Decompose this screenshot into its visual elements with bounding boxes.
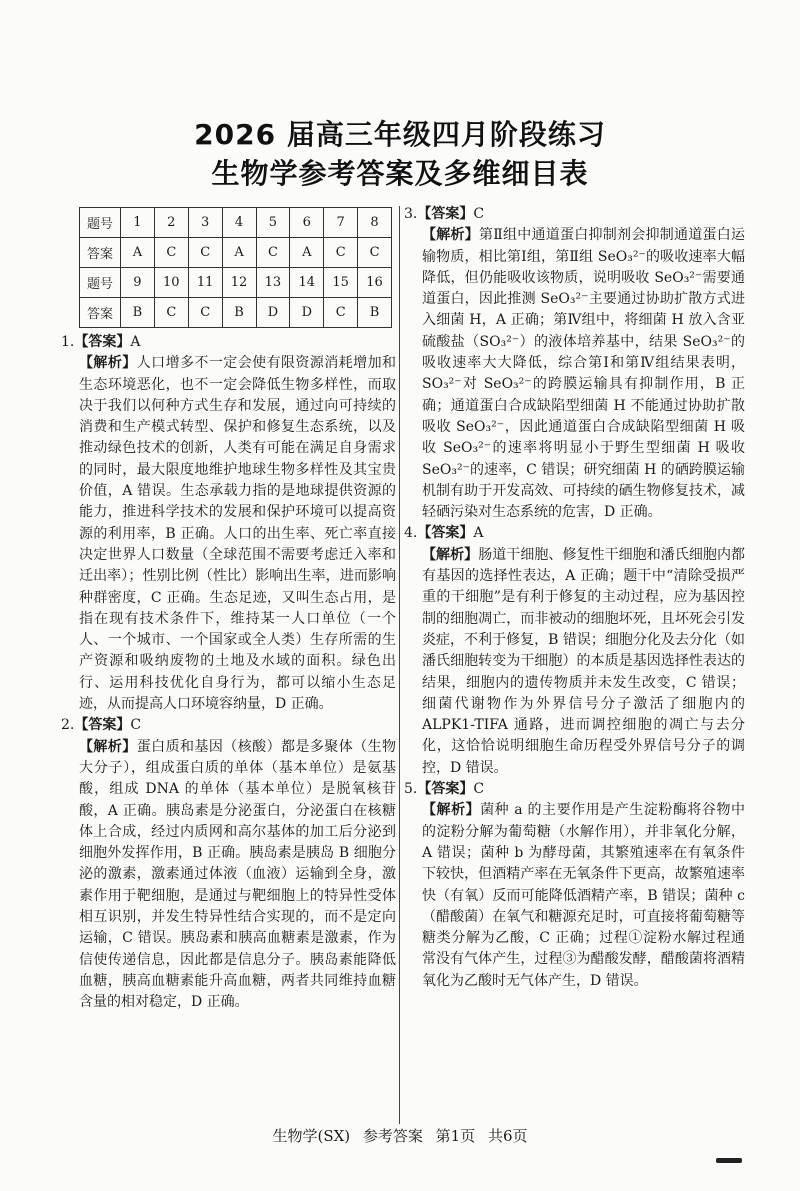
table-cell: 12 (222, 268, 256, 298)
answer-tag: 【答案】 (417, 206, 474, 222)
answer-tag: 【答案】 (417, 781, 474, 798)
table-cell: 13 (256, 268, 290, 298)
corner-mark (716, 1158, 742, 1163)
answer-line (61, 715, 396, 736)
page-subtitle: 生物学参考答案及多维细目表 (211, 157, 589, 190)
table-cell: 6 (290, 208, 324, 238)
table-cell: B (222, 298, 256, 328)
page-title: 2026 届高三年级四月阶段练习 (194, 118, 606, 151)
answer-value: A (130, 334, 141, 350)
question-5 (404, 779, 745, 992)
table-header-cell: 题号 (80, 268, 121, 298)
answer-table (79, 207, 392, 328)
explanation-text: 蛋白质和基因（核酸）都是多聚体（生物大分子），组成蛋白质的单体（基本单位）是氨基酸，组成 DNA 的单体（基本单位）是脱氧核苷酸，A 正确。胰岛素是分泌蛋白，分泌蛋白在核糖体上合成，经过内质网和高尔基体的加工后分泌到细胞外发挥作用，B 正确。胰岛素是胰岛 B 细胞分泌的激素，激素通过体液（血液）运输到全身，激素作用于靶细胞，是通过与靶细胞上的特异性受体相互识别，并发生特异性结合实现的，而不是定向运输，C 错误。胰岛素和胰高血糖素是激素，作为信使传递信息，因此都是信息分子。胰岛素能降低血糖，胰高血糖素能升高血糖，两者共同维持血糖含量的相对稳定，D 正确。 (79, 738, 397, 1011)
table-cell: C (154, 238, 188, 268)
answer-value: C (473, 781, 485, 798)
answer-tag: 【答案】 (74, 717, 131, 734)
answer-line (61, 332, 396, 353)
question-number: 4. (404, 525, 418, 542)
table-cell: 2 (154, 208, 188, 238)
explanation-text: 人口增多不一定会使有限资源消耗增加和生态环境恶化，也不一定会降低生物多样性，而取决于我们以何种方式生存和发展，通过向可持续的消费和生产模式转型、保护和修复生态系统，以及推动绿色技术的创新，人类有可能在满足自身需求的同时，最大限度地维护地球生物多样性及其宝贵价值，A 错误。生态承载力指的是地球提供资源的能力，推进科学技术的发展和保护环境可以提高资源的利用率，B 正确。人口的出生率、死亡率直接决定世界人口数量（全球范围不需要考虑迁入率和迁出率）；性别比例（性比）影响出生率，进而影响种群密度，C 正确。生态足迹，又叫生态占用，是指在现有技术条件下，维持某一人口单位（一个人、一个城市、一个国家或全人类）生存所需的生产资源和吸纳废物的土地及水域的面积。绿色出行、运用科技优化自身行为，都可以缩小生态足迹，从而提高人口环境容纳量，D 正确。 (79, 355, 397, 713)
explanation (61, 353, 396, 715)
explanation-tag: 【解析】 (422, 546, 479, 563)
explanation-text: 肠道干细胞、修复性干细胞和潘氏细胞内都有基因的选择性表达，A 正确；题干中“清除受损严重的干细胞”是有利于修复的主动过程，应为基因控制的细胞凋亡，而非被动的细胞坏死，且坏死会引发炎症，不利于修复，B 错误；细胞分化及去分化（如潘氏细胞转变为干细胞）的本质是基因选择性表达的结果，细胞内的遗传物质并未发生改变，C 错误；细菌代谢物作为外界信号分子激活了细胞内的 ALPK1-TIFA 通路，进而调控细胞的凋亡与去分化，这恰恰说明细胞生命历程受外界信号分子的调控，D 错误。 (422, 546, 746, 776)
explanation (404, 800, 745, 992)
left-column (61, 332, 396, 1014)
table-cell: 10 (154, 268, 188, 298)
table-cell: 8 (358, 208, 392, 238)
answer-line (404, 523, 745, 544)
table-cell: C (188, 238, 222, 268)
table-cell: A (290, 238, 324, 268)
table-cell: C (188, 298, 222, 328)
explanation-tag: 【解析】 (422, 227, 479, 244)
question-number: 1. (61, 334, 75, 350)
table-cell: D (290, 298, 324, 328)
question-2 (61, 715, 396, 1013)
question-3 (404, 204, 745, 523)
page-footer: 生物学(SX) 参考答案 第1页 共6页 (272, 1127, 528, 1145)
table-cell: D (256, 298, 290, 328)
table-cell: A (121, 238, 155, 268)
answer-tag: 【答案】 (74, 334, 131, 350)
table-cell: C (154, 298, 188, 328)
answer-value: C (473, 206, 485, 222)
table-header-cell: 题号 (80, 208, 121, 238)
answer-value: A (473, 525, 484, 542)
table-cell: 15 (324, 268, 358, 298)
question-number: 3. (404, 206, 418, 222)
answer-value: C (130, 717, 142, 734)
right-column (404, 204, 745, 992)
table-cell: C (324, 298, 358, 328)
table-row (80, 298, 392, 328)
table-cell: B (121, 298, 155, 328)
table-cell: 11 (188, 268, 222, 298)
table-cell: 4 (222, 208, 256, 238)
table-cell: 16 (358, 268, 392, 298)
explanation (404, 545, 745, 779)
answer-line (404, 204, 745, 225)
table-cell: 14 (290, 268, 324, 298)
explanation-tag: 【解析】 (79, 738, 137, 755)
explanation-text: 第Ⅱ组中通道蛋白抑制剂会抑制通道蛋白运输物质，相比第Ⅰ组，第Ⅱ组 SeO₃²⁻的吸收速率大幅降低，但仍能吸收该物质，说明吸收 SeO₃²⁻需要通道蛋白，因此推测 SeO₃²⁻主要通过协助扩散方式进入细菌 H，A 正确；第Ⅳ组中，将细菌 H 放入含亚硫酸盐（SO₃²⁻）的液体培养基中，结果 SeO₃²⁻的吸收速率大大降低，综合第Ⅰ和第Ⅳ组结果表明，SO₃²⁻对 SeO₃²⁻的跨膜运输具有抑制作用，B 正确；通道蛋白合成缺陷型细菌 H 不能通过协助扩散吸收 SeO₃²⁻，因此通道蛋白合成缺陷型细菌 H 吸收 SeO₃²⁻的速率将明显小于野生型细菌 H 吸收 SeO₃²⁻的速率，C 错误；研究细菌 H 的硒跨膜运输机制有助于开发高效、可持续的硒生物修复技术，减轻硒污染对生态系统的危害，D 正确。 (422, 227, 746, 521)
table-cell: B (358, 298, 392, 328)
explanation-tag: 【解析】 (422, 802, 481, 819)
question-1 (61, 332, 396, 715)
explanation-tag: 【解析】 (79, 355, 137, 372)
explanation (404, 225, 745, 523)
table-cell: C (358, 238, 392, 268)
table-row (80, 238, 392, 268)
table-header-cell: 答案 (80, 238, 121, 268)
question-number: 2. (61, 717, 75, 734)
table-cell: 3 (188, 208, 222, 238)
table-cell: 5 (256, 208, 290, 238)
table-cell: 1 (121, 208, 155, 238)
question-4 (404, 523, 745, 779)
table-row (80, 268, 392, 298)
explanation-text: 菌种 a 的主要作用是产生淀粉酶将谷物中的淀粉分解为葡萄糖（水解作用），并非氧化分解，A 错误；菌种 b 为酵母菌，其繁殖速率在有氧条件下较快，但酒精产率在无氧条件下更高，故繁殖速率快（有氧）反而可能降低酒精产率，B 错误；菌种 c（醋酸菌）在氧气和糖源充足时，可直接将葡萄糖等糖类分解为乙酸，C 正确；过程①淀粉水解过程通常没有气体产生，过程③为醋酸发酵，醋酸菌将酒精氧化为乙酸时无气体产生，D 错误。 (422, 802, 746, 989)
table-cell: 7 (324, 208, 358, 238)
table-cell: 9 (121, 268, 155, 298)
explanation (61, 737, 396, 1014)
answer-tag: 【答案】 (417, 525, 474, 542)
table-cell: C (256, 238, 290, 268)
table-header-cell: 答案 (80, 298, 121, 328)
column-divider (399, 206, 400, 1124)
answer-line (404, 779, 745, 800)
table-cell: C (324, 238, 358, 268)
table-cell: A (222, 238, 256, 268)
table-row (80, 208, 392, 238)
question-number: 5. (404, 781, 418, 798)
